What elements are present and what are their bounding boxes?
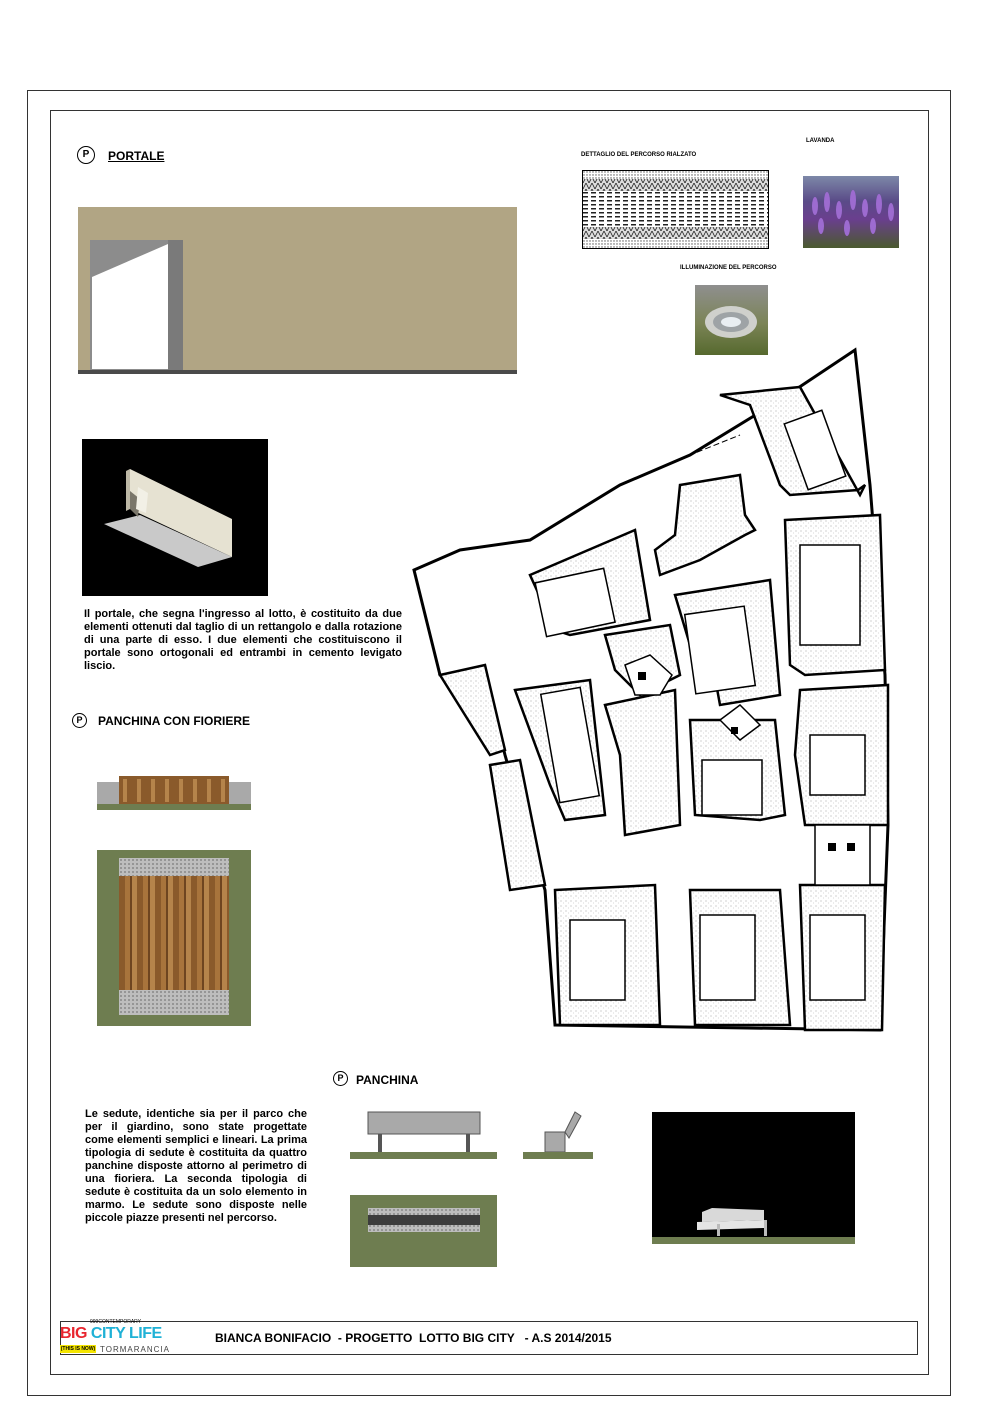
- panchina-description: Le sedute, identiche sia per il parco che per il giardino, sono state progettate come elementi semplici e lineari. La prima tipologia di sedute è costituita da quattro panchine disposte attorno al perimetro di una fioriera. La seconda tipologia di sedute è costituita da un solo elemento in marmo. Le sedute sono disposte nelle piccole piazze presenti nel percorso.: [85, 1108, 307, 1224]
- lavanda-photo: [803, 176, 899, 248]
- portale-render: [82, 439, 268, 596]
- lavanda-caption: LAVANDA: [806, 138, 835, 144]
- site-plan: [410, 345, 900, 1035]
- panchina-elevation-front: [350, 1110, 497, 1160]
- big-city-life-logo: 999CONTEMPORARY BIG CITY LIFE (THIS IS NOW) TORMARANCIA: [60, 1319, 170, 1354]
- panchina-title: PANCHINA: [356, 1073, 419, 1087]
- panchina-elevation-side: [523, 1110, 593, 1160]
- portale-title: PORTALE: [108, 149, 165, 163]
- panchina-fioriere-elevation: [97, 776, 251, 810]
- panchina-fioriere-title: PANCHINA CON FIORIERE: [98, 714, 251, 728]
- percorso-detail: [582, 170, 769, 249]
- planter-wood: [119, 876, 229, 990]
- dettaglio-caption: DETTAGLIO DEL PERCORSO RIALZATO: [581, 152, 697, 158]
- footer-title: BIANCA BONIFACIO - PROGETTO LOTTO BIG CITY - A.S 2014/2015: [215, 1331, 612, 1345]
- panchina-plan: [350, 1195, 497, 1267]
- portale-marker-icon: P: [77, 146, 95, 164]
- panchina-fioriere-marker-icon: P: [72, 713, 87, 728]
- illuminazione-caption: ILLUMINAZIONE DEL PERCORSO: [680, 265, 777, 271]
- panchina-render: [652, 1112, 855, 1244]
- panchina-marker-icon: P: [333, 1071, 348, 1086]
- portale-description: Il portale, che segna l'ingresso al lotto, è costituito da due elementi ottenuti dal taglio di un rettangolo e dalla rotazione di una parte di esso. I due elementi che costituiscono il portale sono ortogonali ed entrambi in cemento levigato liscio.: [84, 608, 402, 672]
- panchina-fioriere-plan: [97, 850, 251, 1026]
